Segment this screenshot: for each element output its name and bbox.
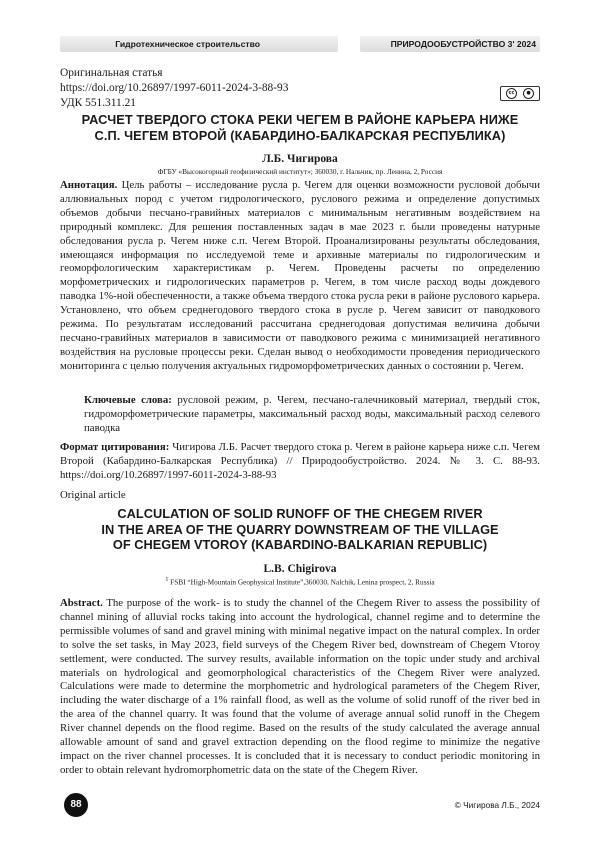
title-en-line: IN THE AREA OF THE QUARRY DOWNSTREAM OF THE VILLAGE bbox=[101, 521, 499, 537]
article-type: Оригинальная статья bbox=[60, 67, 163, 79]
affiliation-en bbox=[60, 577, 540, 586]
keywords-ru bbox=[84, 394, 540, 436]
title-en-line: CALCULATION OF SOLID RUNOFF OF THE CHEGEM RIVER bbox=[117, 506, 483, 521]
abstract-ru-label: Аннотация. bbox=[60, 179, 118, 191]
title-ru-line: С.П. ЧЕГЕМ ВТОРОЙ (КАБАРДИНО-БАЛКАРСКАЯ РЕСПУБЛИКА) bbox=[94, 127, 506, 143]
cc-license-badge[interactable] bbox=[500, 86, 540, 101]
title-en bbox=[60, 506, 540, 553]
citation-ru-text: Чигирова Л.Б. Расчет твердого стока р. Чегем в районе карьера ниже с.п. Чегем Второй (Кабардино-Балкарская Республика) // Природообустройство. 2024. № 3. С. 88-93. https://doi.org/10.26897/1997-6011-2024-3-88-93 bbox=[60, 441, 541, 481]
udk-code: УДК 551.311.21 bbox=[60, 96, 136, 109]
running-header bbox=[60, 36, 540, 54]
affiliation-marker: 1 bbox=[165, 577, 169, 583]
cc-icon: cc bbox=[506, 88, 517, 99]
abstract-en bbox=[60, 597, 540, 778]
article-type-en: Original article bbox=[60, 489, 126, 501]
citation-ru bbox=[60, 441, 540, 483]
page-number: 88 bbox=[64, 793, 88, 817]
keywords-ru-label: Ключевые слова: bbox=[84, 394, 172, 406]
affiliation-ru: ФГБУ «Высокогорный геофизический институт»; 360030, г. Нальчик, пр. Ленина, 2, Россия bbox=[157, 167, 443, 176]
author-en: L.B. Chigirova bbox=[263, 563, 337, 575]
journal-issue-label: ПРИРОДООБУСТРОЙСТВО 3' 2024 bbox=[360, 36, 540, 52]
author-ru: Л.Б. Чигирова bbox=[262, 153, 338, 165]
citation-ru-label: Формат цитирования: bbox=[60, 441, 170, 453]
by-icon: ● bbox=[523, 88, 534, 99]
affiliation-en-text: FSBI “High-Mountain Geophysical Institute”,360030, Nalchik, Lenina prospect, 2, Russia bbox=[170, 577, 435, 587]
title-ru-line: РАСЧЕТ ТВЕРДОГО СТОКА РЕКИ ЧЕГЕМ В РАЙОНЕ КАРЬЕРА НИЖЕ bbox=[81, 112, 519, 127]
doi-link[interactable]: https://doi.org/10.26897/1997-6011-2024-3-88-93 bbox=[60, 81, 289, 94]
title-ru bbox=[60, 112, 540, 143]
article-meta bbox=[60, 66, 288, 110]
abstract-ru bbox=[60, 179, 540, 374]
abstract-en-text: The purpose of the work- is to study the channel of the Chegem River to assess the possibility of channel mining of alluvial rocks taking into account the hydrological, channel regime and to determine the permissible volumes of sand and gravel mining with minimal negative impact on the natural complex. In order to solve the set tasks, in May 2023, field surveys of the Chegem River bed, downstream of Chegem Vtoroy settlement, were conducted. The survey results, available information on the topic under study and archival materials on hydrological and geomorphological characteristics of the Chegem River were analyzed. Calculations were made to determine the morphometric and hydrological parameters of the Chegem River, including the water discharge of a 1% rainfall flood, as well as the volume of solid runoff of the river bed in the area of the channel quarry. It was found that the volume of average annual solid runoff in the Chegem River channel depends on the flood regime. Based on the results of the study calculated the average annual allowable amount of sand and gravel extraction depending on the flood regime to minimize the negative impact on the river channel processes. It is concluded that it is necessary to conduct periodic monitoring in order to obtain relevant hydromorphometric data on the state of the Chegem River. bbox=[60, 597, 540, 776]
copyright-notice: © Чигирова Л.Б., 2024 bbox=[454, 800, 540, 810]
title-en-line: OF CHEGEM VTOROY (KABARDINO-BALKARIAN REPUBLIC) bbox=[112, 537, 488, 552]
abstract-ru-text: Цель работы – исследование русла р. Чегем для оценки возможности русловой добычи аллювиальных пород с учетом гидрологического, руслового режима и определение допустимых объемов добычи песчано-гравийных материалов с минимальным негативным воздействием на природный комплекс. Для решения поставленных задач в мае 2023 г. были проведены натурные обследования русла р. Чегем ниже с.п. Чегем Второй. Проанализированы результаты обследования, имеющаяся информация по исследуемой теме и архивные материалы по гидрологическим и геоморфологическим характеристикам р. Чегем. Проведены расчеты по определению морфометрических и гидрологических параметров р. Чегем, в том числе расход воды дождевого паводка 1%-ной обеспеченности, а также объема твердого стока русла реки в районе руслового карьера. Установлено, что объем среднегодового твердого стока в русле р. Чегем зависит от паводкового режима. По результатам исследований рассчитана среднегодовая допустимая величина добычи песчано-гравийных материалов в зависимости от паводкового режима с минимизацией негативного воздействия на русловые процессы реки. Сделан вывод о необходимости проведения периодического мониторинга с целью получения актуальных гидроморфометрических данных о состоянии р. Чегем. bbox=[60, 179, 541, 372]
abstract-en-label: Abstract. bbox=[60, 597, 103, 609]
keywords-ru-text: русловой режим, р. Чегем, песчано-галечниковый материал, твердый сток, гидроморфометрические параметры, максимальный расход воды, максимальный расход селевого паводка bbox=[84, 394, 540, 434]
section-label: Гидротехническое строительство bbox=[60, 36, 338, 52]
